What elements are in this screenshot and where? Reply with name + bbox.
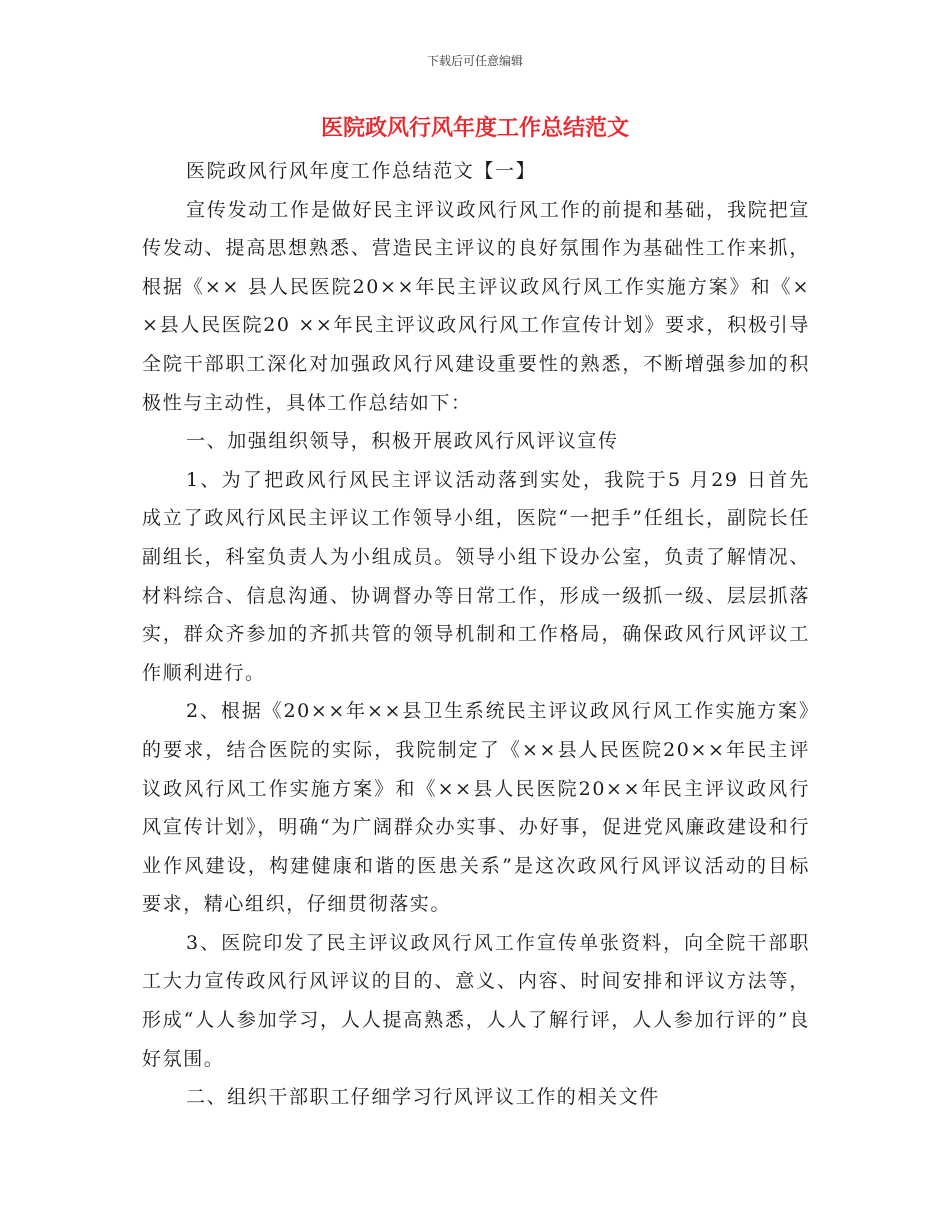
section-heading-organize: 一、加强组织领导，积极开展政风行风评议宣传 [186, 430, 619, 453]
paragraph-item-1: 1、为了把政风行风民主评议活动落到实处，我院于5 月29 日首先成立了政风行风民主评议工作领导小组，医院“一把手”任组长，副院长任副组长，科室负责人为小组成员。领导小组下设办公室，负责了解情况、材料综合、信息沟通、协调督办等日常工作，形成一级抓一级、层层抓落实，群众齐参加的齐抓共管的领导机制和工作格局，确保政风行风评议工作顺利进行。 [142, 468, 810, 684]
intro-paragraph: 宣传发动工作是做好民主评议政风行风工作的前提和基础，我院把宣传发动、提高思想熟悉、营造民主评议的良好氛围作为基础性工作来抓，根据《×× 县人民医院20××年民主评议政风行风工作实施方案》和《××县人民医院20 ××年民主评议政风行风工作宣传计划》要求，积极引导全院干部职工深化对加强政风行风建设重要性的熟悉，不断增强参加的积极性与主动性，具体工作总结如下： [142, 198, 810, 414]
page-header-note: 下载后可任意编辑 [426, 54, 523, 68]
paragraph-item-3: 3、医院印发了民主评议政风行风工作宣传单张资料，向全院干部职工大力宣传政风行风评议的目的、意义、内容、时间安排和评议方法等，形成“人人参加学习，人人提高熟悉，人人了解行评，人人参加行评的”良好氛围。 [142, 931, 810, 1070]
section-heading-study: 二、组织干部职工仔细学习行风评议工作的相关文件 [186, 1086, 660, 1109]
document-title: 医院政风行风年度工作总结范文 [320, 115, 629, 141]
section-heading-one: 医院政风行风年度工作总结范文【一】 [186, 160, 537, 182]
document-body [142, 152, 810, 1117]
paragraph-item-2: 2、根据《20××年××县卫生系统民主评议政风行风工作实施方案》的要求，结合医院的实际，我院制定了《××县人民医院20××年民主评议政风行风工作实施方案》和《××县人民医院20××年民主评议政风行风宣传计划》，明确“为广阔群众办实事、办好事，促进党风廉政建设和行业作风建设，构建健康和谐的医患关系”是这次政风行风评议活动的目标要求，精心组织，仔细贯彻落实。 [142, 700, 810, 916]
